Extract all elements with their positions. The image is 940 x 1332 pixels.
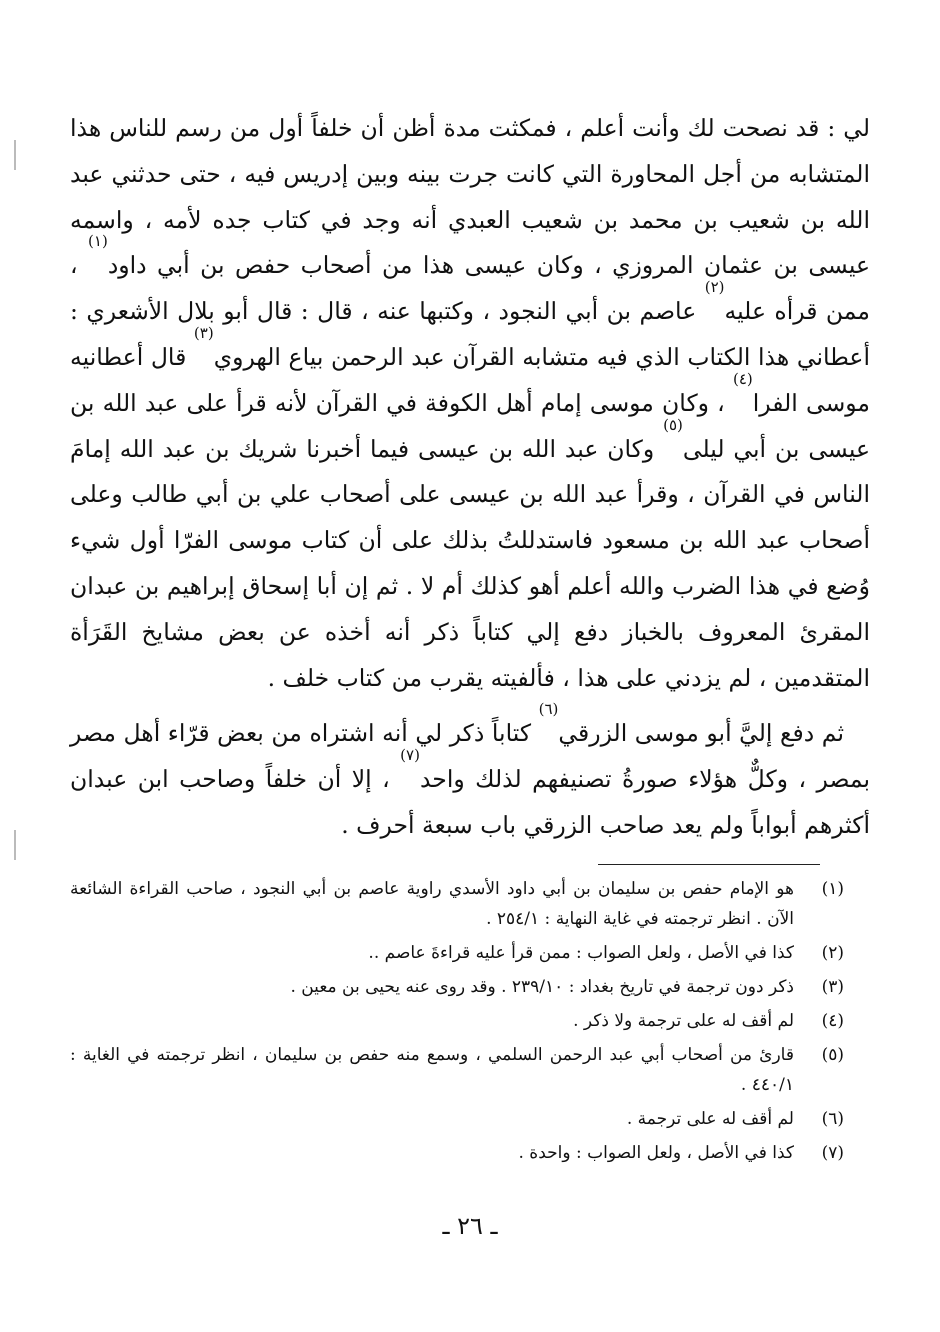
footnote-number: (٤) xyxy=(821,1011,844,1031)
footnote-item xyxy=(70,938,844,968)
footnote-ref-7: (٧) xyxy=(400,746,420,765)
paragraph-1-text-e: ، وكان موسى إمام أهل الكوفة في القرآن لأنه قرأ على عبد الله بن عيسى بن أبي ليلى xyxy=(70,388,870,463)
paragraph-2-text-c: ، إلا أن خلفاً وصاحب ابن عبدان أكثرهم أبواباً ولم يعد صاحب الزرقي باب سبعة أحرف . xyxy=(70,765,870,839)
footnote-text: كذا في الأصل ، ولعل الصواب : ممن قرأ عليه قراءةَ عاصم .. xyxy=(368,943,794,963)
footnote-ref-2: (٢) xyxy=(704,278,725,297)
main-text xyxy=(70,106,870,849)
footnote-text: قارئ من أصحاب أبي عبد الرحمن السلمي ، وسمع منه حفص بن سليمان ، انظر ترجمته في الغاية : ٤٤٠/١ . xyxy=(70,1045,794,1095)
footnote-text: ذكر دون ترجمة في تاريخ بغداد : ٢٣٩/١٠ . وقد روى عنه يحيى بن معين . xyxy=(290,977,794,997)
footnote-number: (١) xyxy=(821,879,844,899)
paragraph-1-text: لي : قد نصحت لك وأنت أعلم ، فمكثت مدة أظن أن خلفاً أول من رسم للناس هذا المتشابه من أجل المحاورة التي كانت جرت بينه وبين إدريس فيه ، حتى حدثني عبد الله بن شعيب بن محمد بن شعيب العبدي أنه وجد في كتاب جده لأمه ، واسمه عيسى بن عثمان المروزي ، وكان عيسى هذا من أصحاب حفص بن أبي داود xyxy=(70,114,870,280)
footnote-number: (٣) xyxy=(821,977,844,997)
paragraph-1-text-b: ، ممن قرأه عليه xyxy=(70,251,870,326)
paragraph-1-text-d: قال أعطانيه موسى الفرا xyxy=(70,342,870,417)
footnote-item xyxy=(70,1138,844,1168)
footnote-ref-1: (١) xyxy=(88,232,108,251)
footnote-number: (٧) xyxy=(821,1143,844,1163)
footnote-ref-3: (٣) xyxy=(193,323,214,342)
footnote-text: هو الإمام حفص بن سليمان بن أبي داود الأسدي راوية عاصم بن أبي النجود ، صاحب القراءة الشائعة الآن . انظر ترجمته في غاية النهاية : ٢٥٤/١ . xyxy=(70,879,794,929)
paragraph-1-text-c: عاصم بن أبي النجود ، وكتبها عنه ، قال : قال أبو بلال الأشعري : أعطاني هذا الكتاب الذي فيه متشابه القرآن عبد الرحمن بياع الهروي xyxy=(70,297,870,371)
paragraph-2 xyxy=(70,700,870,848)
paragraph-2-text-b: كتاباً ذكر لي أنه اشتراه من بعض قرّاء أهل مصر بمصر ، وكلٌّ هؤلاء صورةُ تصنيفهم لذلك واحد xyxy=(70,719,870,794)
footnote-item xyxy=(70,1040,844,1100)
footnote-number: (٢) xyxy=(821,943,844,963)
footnote-text: لم أقف له على ترجمة . xyxy=(626,1109,794,1129)
footnote-ref-5: (٥) xyxy=(663,415,683,434)
footnote-ref-4: (٤) xyxy=(732,369,753,388)
footnote-number: (٦) xyxy=(821,1109,844,1129)
footnote-item xyxy=(70,874,844,934)
footnote-separator xyxy=(598,864,820,865)
page-number: ـ ٢٦ ـ xyxy=(442,1212,498,1240)
footnote-item xyxy=(70,1006,844,1036)
footnote-ref-6: (٦) xyxy=(538,700,559,719)
footnote-text: لم أقف له على ترجمة ولا ذكر . xyxy=(573,1011,794,1031)
scan-margin-mark xyxy=(14,830,16,860)
paragraph-1 xyxy=(70,106,870,701)
footnotes xyxy=(70,874,844,1172)
footnote-item xyxy=(70,1104,844,1134)
scan-margin-mark xyxy=(14,140,16,170)
footnote-number: (٥) xyxy=(821,1045,844,1065)
paragraph-1-text-f: وكان عبد الله بن عيسى فيما أخبرنا شريك بن عبد الله إمامَ الناس في القرآن ، وقرأ عبد الله بن عيسى على أصحاب علي بن أبي طالب وعلى أصحاب عبد الله بن مسعود فاستدللتُ بذلك على أن كتاب موسى الفرّا أول شيء وُضع في هذا الضرب والله أعلم أهو كذلك أم لا . ثم إن أبا إسحاق إبراهيم بن عبدان المقرئ المعروف بالخباز دفع إلي كتاباً ذكر أنه أخذه عن بعض مشايخ القَرَأة المتقدمين ، لم يزدني على هذا ، فألفيته يقرب من كتاب خلف . xyxy=(70,434,870,692)
footnote-text: كذا في الأصل ، ولعل الصواب : واحدة . xyxy=(518,1143,794,1163)
paragraph-2-text-a: ثم دفع إليَّ أبو موسى الزرقي xyxy=(558,719,844,748)
footnote-item xyxy=(70,972,844,1002)
